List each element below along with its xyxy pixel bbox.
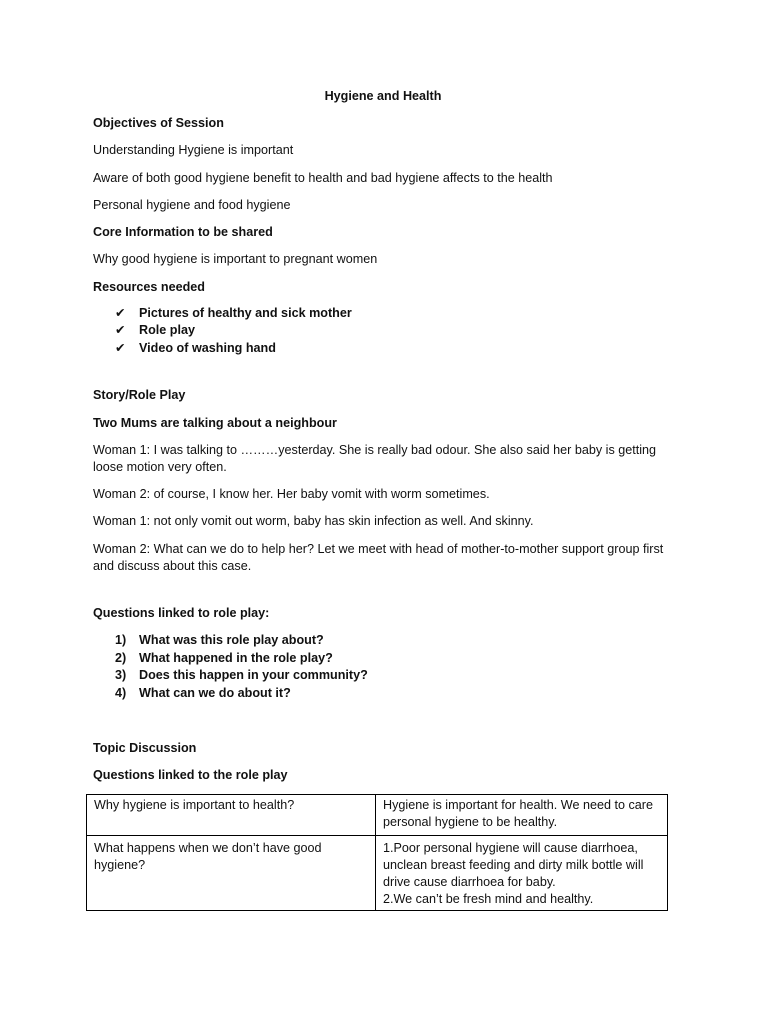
resource-label: Role play [139,323,195,338]
table-row [87,795,668,836]
document-page [93,88,673,911]
question-number: 2) [115,650,127,665]
table-cell-answer [376,836,668,911]
story-heading: Story/Role Play [93,388,186,403]
answer-line: 1.Poor personal hygiene will cause diarrhoea, unclean breast feeding and dirty milk bottle will drive cause diarrhoea for baby. [383,841,644,890]
question-text: What can we do about it? [139,686,291,701]
objectives-heading: Objectives of Session [93,116,224,130]
objective-item: Aware of both good hygiene benefit to health and bad hygiene affects to the health [93,170,553,185]
resources-list [115,305,673,358]
checkmark-icon: ✔ [115,323,126,338]
dialogue-line: Woman 2: of course, I know her. Her baby vomit with worm sometimes. [93,487,490,502]
document-title: Hygiene and Health [324,89,442,103]
objective-item: Understanding Hygiene is important [93,143,294,158]
resource-item [115,305,673,323]
table-cell-answer [376,795,668,836]
objective-item: Personal hygiene and food hygiene [93,197,291,212]
checkmark-icon: ✔ [115,340,126,355]
question-number: 3) [115,668,127,683]
resource-label: Pictures of healthy and sick mother [139,305,352,320]
table-cell-question: Why hygiene is important to health? [87,795,376,836]
questions-list [115,632,673,703]
table-cell-question: What happens when we don’t have good hygiene? [87,836,376,911]
resources-heading: Resources needed [93,279,205,294]
story-subheading: Two Mums are talking about a neighbour [93,415,337,430]
resource-item [115,322,673,340]
question-number: 1) [115,633,127,648]
resource-item [115,340,673,358]
core-info-text: Why good hygiene is important to pregnant women [93,252,378,267]
question-text: Does this happen in your community? [139,668,368,683]
dialogue-line: Woman 1: I was talking to ………yesterday. She is really bad odour. She also said her baby is getting loose motion very often. [93,442,657,474]
question-number: 4) [115,686,127,701]
question-text: What happened in the role play? [139,650,333,665]
answer-line: 2.We can’t be fresh mind and healthy. [383,892,594,907]
checkmark-icon: ✔ [115,305,126,320]
topic-subheading: Questions linked to the role play [93,768,288,783]
question-item [115,632,673,650]
question-item [115,685,673,703]
dialogue-line: Woman 1: not only vomit out worm, baby has skin infection as well. And skinny. [93,514,534,529]
question-text: What was this role play about? [139,633,324,648]
question-item [115,650,673,668]
questions-heading: Questions linked to role play: [93,605,270,620]
table-row [87,836,668,911]
resource-label: Video of washing hand [139,340,276,355]
topic-heading: Topic Discussion [93,740,197,755]
answer-line: Hygiene is important for health. We need to care personal hygiene to be healthy. [383,798,653,830]
question-item [115,667,673,685]
core-info-heading: Core Information to be shared [93,225,273,240]
dialogue-line: Woman 2: What can we do to help her? Let we meet with head of mother-to-mother support group first and discuss about this case. [93,541,664,573]
discussion-table [86,794,668,911]
